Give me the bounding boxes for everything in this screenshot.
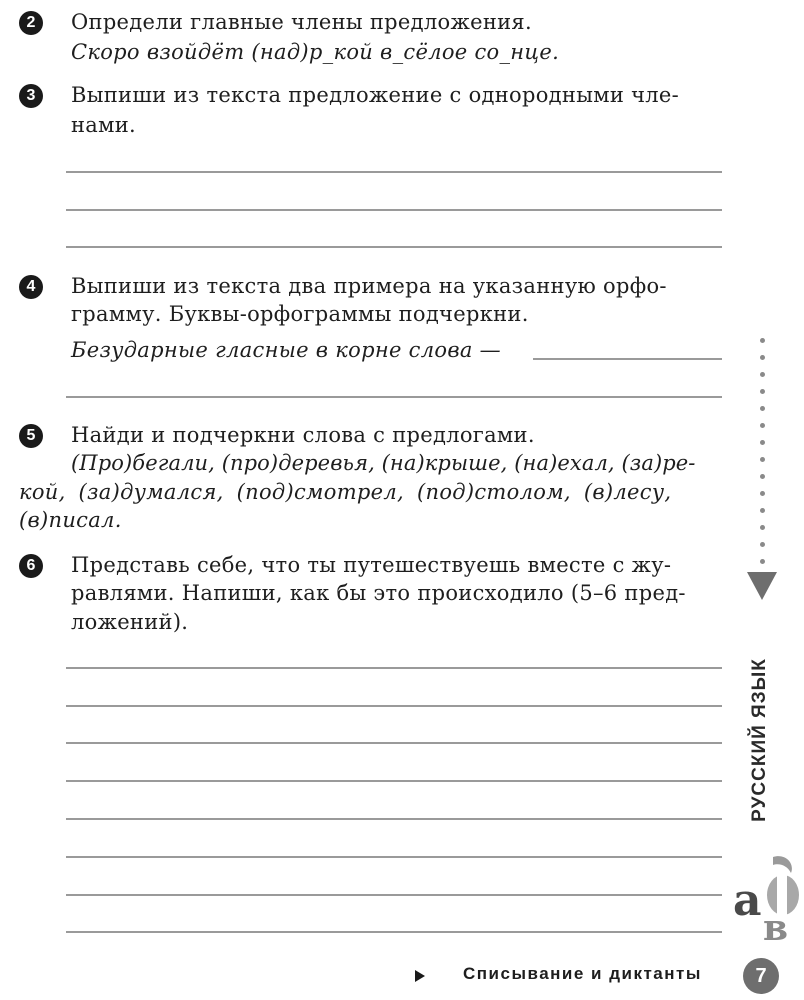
task-5-prompt: Найди и подчеркни слова с предлогами. (71, 423, 535, 447)
section-title: Списывание и диктанты (463, 964, 702, 983)
task-number-badge: 6 (19, 554, 43, 578)
task-number-badge: 2 (19, 11, 43, 35)
answer-line[interactable] (66, 396, 722, 398)
task-6-prompt-line-3: ложений). (71, 610, 189, 634)
answer-line[interactable] (66, 931, 722, 933)
task-6-prompt-line-2: равлями. Напиши, как бы это происходило (5–6 пред- (71, 581, 686, 605)
answer-line[interactable] (66, 742, 722, 744)
answer-line[interactable] (66, 246, 722, 248)
answer-line[interactable] (66, 171, 722, 173)
subject-title-text: РУССКИЙ ЯЗЫК (749, 658, 771, 822)
task-3-prompt-line-1: Выпиши из текста предложение с однородными чле- (71, 83, 680, 107)
task-4-prompt-line-2: грамму. Буквы-орфограммы подчеркни. (71, 302, 529, 326)
answer-line[interactable] (66, 667, 722, 669)
page-number-badge: 7 (743, 958, 779, 994)
task-2-prompt: Определи главные члены предложения. (71, 10, 532, 34)
task-6-prompt-line-1: Представь себе, что ты путешествуешь вместе с жу- (71, 553, 672, 577)
answer-line[interactable] (66, 856, 722, 858)
answer-line[interactable] (66, 209, 722, 211)
task-2-sentence: Скоро взойдёт (над)р_кой в_сёлое со_нце. (71, 40, 560, 64)
svg-text:в: в (763, 907, 789, 940)
task-5-words-line-2: кой, (за)думался, (под)смотрел, (под)столом, (в)лесу, (19, 480, 672, 504)
answer-line[interactable] (66, 894, 722, 896)
task-3-prompt-line-2: нами. (71, 113, 137, 137)
task-number-badge: 5 (19, 424, 43, 448)
svg-text:a: a (733, 875, 762, 926)
task-5-words-line-1: (Про)бегали, (про)деревья, (на)крыше, (на)ехал, (за)ре- (71, 451, 696, 475)
task-number-badge: 3 (19, 84, 43, 108)
task-4-rule-label: Безударные гласные в корне слова — (71, 338, 501, 362)
publisher-logo-icon (733, 855, 803, 940)
answer-line[interactable] (66, 780, 722, 782)
answer-line[interactable] (66, 818, 722, 820)
task-4-prompt-line-1: Выпиши из текста два примера на указанную орфо- (71, 274, 667, 298)
task-number-badge: 4 (19, 275, 43, 299)
task-5-words-line-3: (в)писал. (19, 508, 122, 532)
subject-title (745, 650, 775, 830)
answer-line[interactable] (66, 705, 722, 707)
answer-line-inline[interactable] (533, 358, 722, 360)
play-arrow-icon (415, 970, 425, 982)
